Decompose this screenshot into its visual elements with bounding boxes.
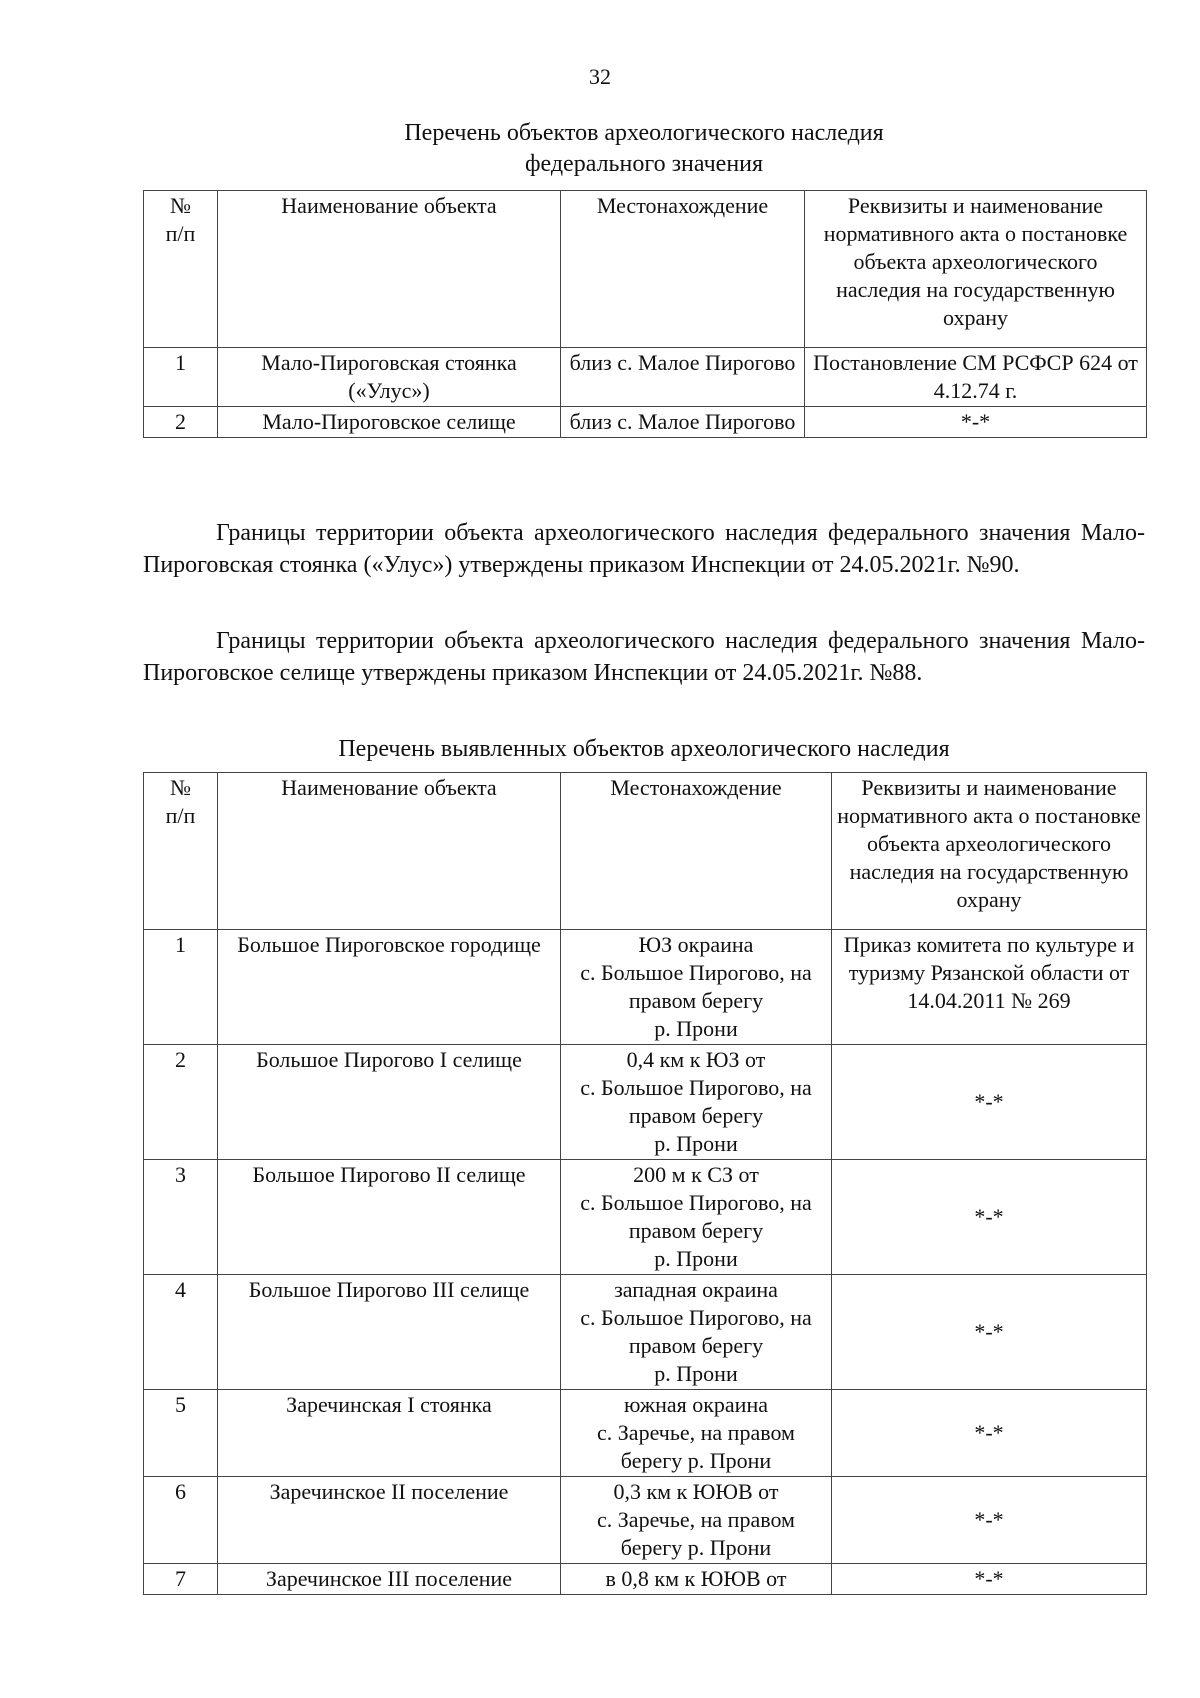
object-location: 0,4 км к ЮЗ от с. Большое Пирогово, на правом берегу р. Прони xyxy=(561,1045,832,1160)
object-name: Заречинское III поселение xyxy=(218,1564,561,1595)
object-act: *-* xyxy=(832,1564,1147,1595)
row-number: 7 xyxy=(144,1564,218,1595)
object-act: Приказ комитета по культуре и туризму Рязанской области от 14.04.2011 № 269 xyxy=(832,930,1147,1045)
column-header-location: Местонахождение xyxy=(561,773,832,930)
column-header-number: № п/п xyxy=(144,191,218,348)
object-location: близ с. Малое Пирогово xyxy=(561,348,805,407)
page-number: 32 xyxy=(589,64,611,89)
object-act: *-* xyxy=(832,1477,1147,1564)
row-number: 6 xyxy=(144,1477,218,1564)
column-header-act: Реквизиты и наименование нормативного акта о постановке объекта археологического наследия на государственную охрану xyxy=(832,773,1147,930)
table-row xyxy=(144,1477,1147,1564)
object-location: в 0,8 км к ЮЮВ от xyxy=(561,1564,832,1595)
table-row xyxy=(144,1275,1147,1390)
boundary-paragraph-2: Границы территории объекта археологического наследия федерального значения Мало-Пироговское селище утверждены приказом Инспекции от 24.05.2021г. №88. xyxy=(143,628,1145,686)
object-location: южная окраина с. Заречье, на правом берегу р. Прони xyxy=(561,1390,832,1477)
object-location: 200 м к СЗ от с. Большое Пирогово, на правом берегу р. Прони xyxy=(561,1160,832,1275)
column-header-number: № п/п xyxy=(144,773,218,930)
object-act: Постановление СМ РСФСР 624 от 4.12.74 г. xyxy=(805,348,1147,407)
row-number: 4 xyxy=(144,1275,218,1390)
table-row xyxy=(144,930,1147,1045)
object-act: *-* xyxy=(832,1275,1147,1390)
column-header-name: Наименование объекта xyxy=(218,773,561,930)
row-number: 1 xyxy=(144,930,218,1045)
column-header-location: Местонахождение xyxy=(561,191,805,348)
row-number: 1 xyxy=(144,348,218,407)
object-act: *-* xyxy=(832,1045,1147,1160)
row-number: 2 xyxy=(144,1045,218,1160)
object-name: Заречинское II поселение xyxy=(218,1477,561,1564)
table-row xyxy=(144,1390,1147,1477)
table-row xyxy=(144,407,1147,438)
identified-objects-table xyxy=(143,772,1147,1595)
object-location: 0,3 км к ЮЮВ от с. Заречье, на правом берегу р. Прони xyxy=(561,1477,832,1564)
federal-objects-table xyxy=(143,190,1147,438)
object-name: Заречинская I стоянка xyxy=(218,1390,561,1477)
object-act: *-* xyxy=(832,1390,1147,1477)
table-row xyxy=(144,348,1147,407)
boundary-paragraph-1: Границы территории объекта археологического наследия федерального значения Мало-Пироговская стоянка («Улус») утверждены приказом Инспекции от 24.05.2021г. №90. xyxy=(143,520,1145,578)
identified-objects-heading: Перечень выявленных объектов археологического наследия xyxy=(338,736,950,762)
table-row xyxy=(144,1564,1147,1595)
object-name: Мало-Пироговское селище xyxy=(218,407,561,438)
object-name: Большое Пирогово II селище xyxy=(218,1160,561,1275)
object-name: Мало-Пироговская стоянка («Улус») xyxy=(218,348,561,407)
object-act: *-* xyxy=(805,407,1147,438)
row-number: 3 xyxy=(144,1160,218,1275)
row-number: 2 xyxy=(144,407,218,438)
object-name: Большое Пироговское городище xyxy=(218,930,561,1045)
object-location: близ с. Малое Пирогово xyxy=(561,407,805,438)
object-act: *-* xyxy=(832,1160,1147,1275)
object-name: Большое Пирогово III селище xyxy=(218,1275,561,1390)
table-row xyxy=(144,1160,1147,1275)
column-header-name: Наименование объекта xyxy=(218,191,561,348)
table-row xyxy=(144,1045,1147,1160)
object-location: западная окраина с. Большое Пирогово, на правом берегу р. Прони xyxy=(561,1275,832,1390)
row-number: 5 xyxy=(144,1390,218,1477)
column-header-act: Реквизиты и наименование нормативного акта о постановке объекта археологического наследия на государственную охрану xyxy=(805,191,1147,348)
table-header-row xyxy=(144,773,1147,930)
table-header-row xyxy=(144,191,1147,348)
federal-objects-heading: Перечень объектов археологического наследия федерального значения xyxy=(404,120,884,177)
object-name: Большое Пирогово I селище xyxy=(218,1045,561,1160)
object-location: ЮЗ окраина с. Большое Пирогово, на правом берегу р. Прони xyxy=(561,930,832,1045)
